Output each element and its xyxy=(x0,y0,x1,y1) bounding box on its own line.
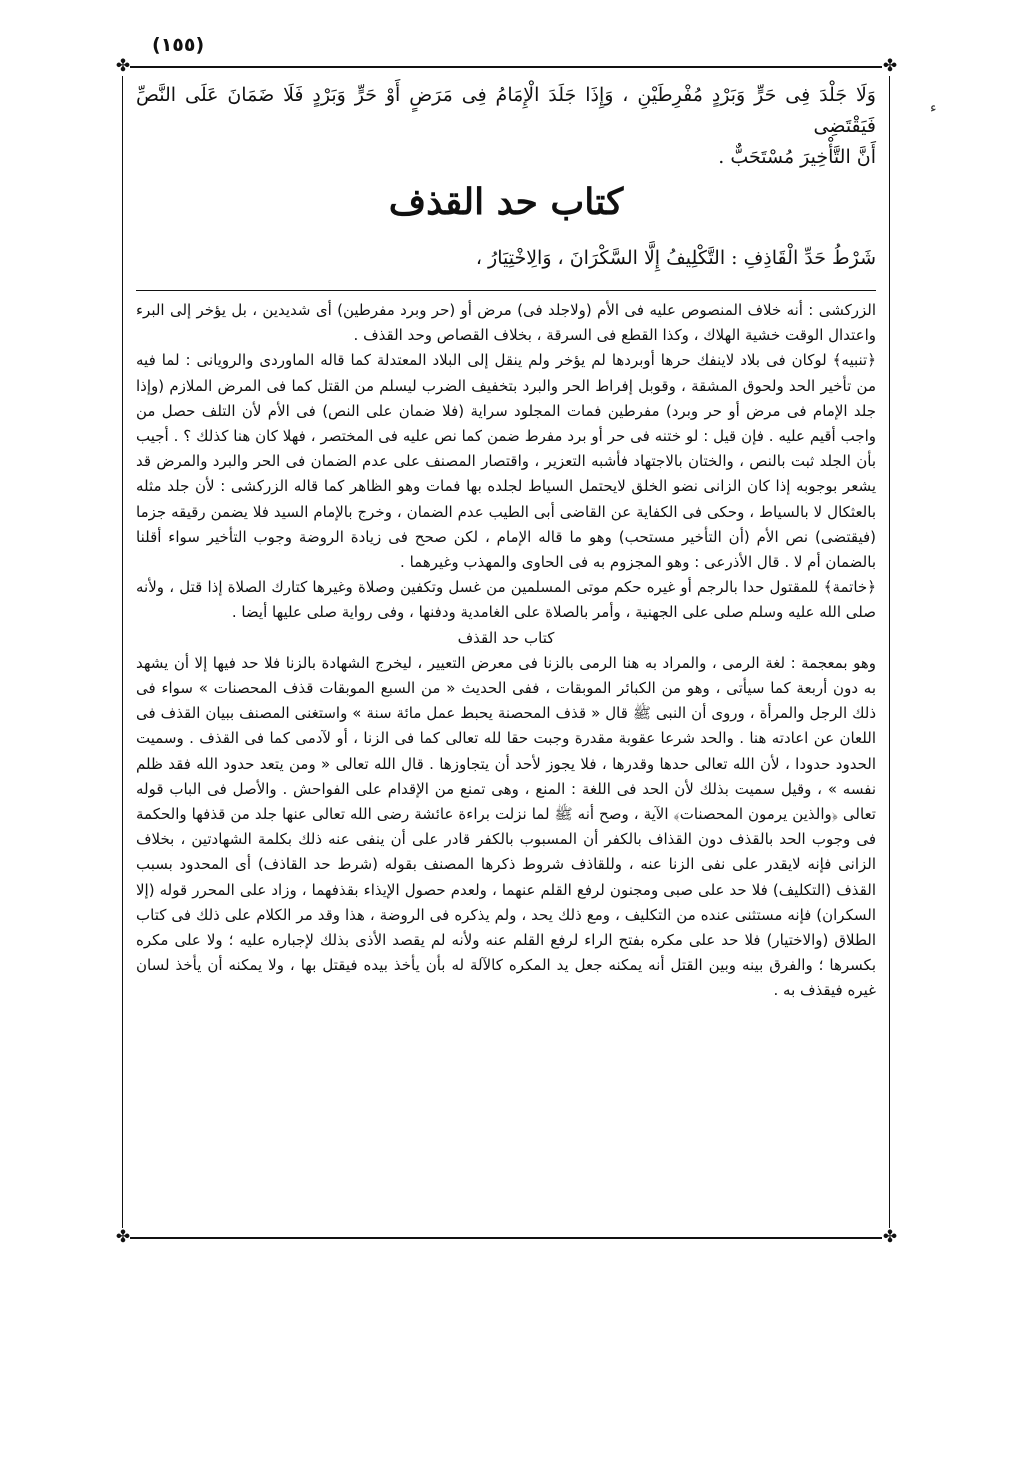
bottom-rule xyxy=(130,1237,882,1239)
sharh-paragraph: وهو بمعجمة : لغة الرمى ، والمراد به هنا الرمى بالزنا فى معرض التعيير ، ليخرج الشهادة بالزنا فلا حد فيها إلا أن يشهد به دون أربعة كما سيأتى ، وهو من الكبائر الموبقات ، ففى الحديث « من السبع الموبقات قذف المحصنات » سواء فى ذلك الرجل والمرأة ، وروى أن النبى ﷺ قال « قذف المحصنة يحبط عمل مائة سنة » واستغنى المصنف ببيان القذف فى اللعان عن اعادته هنا . والحد شرعا عقوبة مقدرة وجبت حقا لله تعالى كما فى الزنا ، أو لآدمى كما فى القذف . وسميت الحدود حدودا ، لأن الله تعالى حدها وقدرها ، فلا يجوز لأحد أن يتجاوزها . قال الله تعالى « ومن يتعد حدود الله فقد ظلم نفسه » ، وقيل سميت بذلك لأن الحد فى اللغة : المنع ، وهى تمنع من الإقدام على الفواحش . والأصل فى الباب قوله تعالى ﴿والذين يرمون المحصنات﴾ الآية ، وصح أنه ﷺ لما نزلت براءة عائشة رضى الله تعالى عنها جلد من قذفها والحكمة فى وجوب الحد بالقذف دون القذاف بالكفر أن المسبوب بالكفر قادر على أن ينفى عنه ذلك بكلمة الشهادتين ، بخلاف الزانى فإنه لايقدر على نفى الزنا عنه ، وللقاذف شروط ذكرها المصنف بقوله (شرط حد القاذف) أى المحدود بسبب القذف (التكليف) فلا حد على صبى ومجنون لرفع القلم عنهما ، ولعدم حصول الإيذاء بقذفهما ، وزاد على المحرر قوله (إلا السكران) فإنه مستثنى عنده من التكليف ، ومع ذلك يحد ، ولم يذكره فى الروضة ، هذا وقد مر الكلام على ذلك فى كتاب الطلاق (والاختيار) فلا حد على مكره بفتح الراء لرفع القلم عنه ولأنه لم يقصد الأذى بذلك لإجباره عليه ؛ ولا على مكره بكسرها ؛ والفرق بينه وبين القتل أنه يمكنه جعل يد المكره كالآلة له بأن يأخذ بيده فيقتل بها ، ولا يمكنه أن يأخذ لسان غيره فيقذف به . xyxy=(136,653,876,1000)
sharh-paragraph: ﴿خاتمة﴾ للمقتول حدا بالرجم أو غيره حكم موتى المسلمين من غسل وتكفين وصلاة وغيرها كتارك الصلاة إذا قتل ، ولأنه صلى الله عليه وسلم صلى على الجهنية ، وأمر بالصلاة على الغامدية ودفنها ، وفى رواية صلى عليها أيضا . xyxy=(136,578,876,622)
bottom-right-ornament-icon: ✤ xyxy=(882,1227,898,1247)
matn-top xyxy=(136,80,876,173)
top-right-ornament-icon: ✤ xyxy=(882,56,898,76)
sharh-commentary xyxy=(136,298,876,1004)
separator-line xyxy=(136,290,876,291)
top-rule xyxy=(130,66,882,68)
matn-line: أَنَّ التَّأْخِيرَ مُسْتَحَبٌّ . xyxy=(718,146,876,168)
matn-sharh-line: شَرْطُ حَدِّ الْقَاذِفِ : التَّكْلِيفُ إِلَّا السَّكْرَانَ ، وَالِاخْتِيَارُ ، xyxy=(475,247,876,269)
matn-line: وَلَا جَلْدَ فِى حَرٍّ وَبَرْدٍ مُفْرِطَيْنِ ، وَإِذَا جَلَدَ الْإِمَامُ فِى مَرَضٍ أَوْ حَرٍّ وَبَرْدٍ فَلَا ضَمَانَ عَلَى النَّصِّ فَيَقْتَضِى xyxy=(136,84,876,137)
kitab-title: كتاب حد القذف xyxy=(388,181,624,223)
left-frame-line xyxy=(122,76,123,1228)
right-frame-line xyxy=(889,76,890,1228)
page-number: (١٥٥) xyxy=(152,34,205,56)
margin-mark: ء xyxy=(930,100,937,116)
sharh-section-title: كتاب حد القذف xyxy=(457,628,555,647)
sharh-paragraph: ﴿تنبيه﴾ لوكان فى بلاد لاينفك حرها أوبردها لم يؤخر ولم ينقل إلى البلاد المعتدلة كما قاله الماوردى والرويانى : لما فيه من تأخير الحد ولحوق المشقة ، وقوبل إفراط الحر والبرد بتخفيف الضرب ليسلم من القتل كما فى المرض الملازم (وإذا جلد الإمام فى مرض أو حر وبرد) مفرطين فمات المجلود سراية (فلا ضمان على النص) فى الأم لأن التلف حصل من واجب أقيم عليه . فإن قيل : لو ختنه فى حر أو برد مفرط ضمن كما نص عليه فى المختصر ، فهلا كان هنا كذلك ؟ . أجيب بأن الجلد ثبت بالنص ، والختان بالاجتهاد فأشبه التعزير ، واقتصار المصنف على عدم الضمان فى الحر والبرد والمرض قد يشعر بوجوبه إذا كان الزانى نضو الخلق لايحتمل السياط لجلده بها فمات وهو الظاهر كما قاله الزركشى : لأن جلد مثله بالعثكال لا بالسياط ، وحكى فى الكفاية عن القاضى أبى الطيب عدم الضمان ، وخرج بالإمام السيد فلا يضمن رقيقه جزما (فيقتضى) نص الأم (أن التأخير مستحب) وهو ما قاله الإمام ، لكن صحح فى زيادة الروضة وجوب التأخير سواء أقلنا بالضمان أم لا . قال الأذرعى : وهو المجزوم به فى الحاوى والمهذب وغيرهما . xyxy=(136,351,876,572)
top-left-ornament-icon: ✤ xyxy=(115,56,131,76)
sharh-paragraph: الزركشى : أنه خلاف المنصوص عليه فى الأم (ولاجلد فى) مرض أو (حر وبرد مفرطين) أى شديدين ، بل يؤخر إلى البرء واعتدال الوقت خشية الهلاك ، وكذا القطع فى السرقة ، بخلاف القصاص وحد القذف . xyxy=(136,301,876,345)
bottom-left-ornament-icon: ✤ xyxy=(115,1227,131,1247)
